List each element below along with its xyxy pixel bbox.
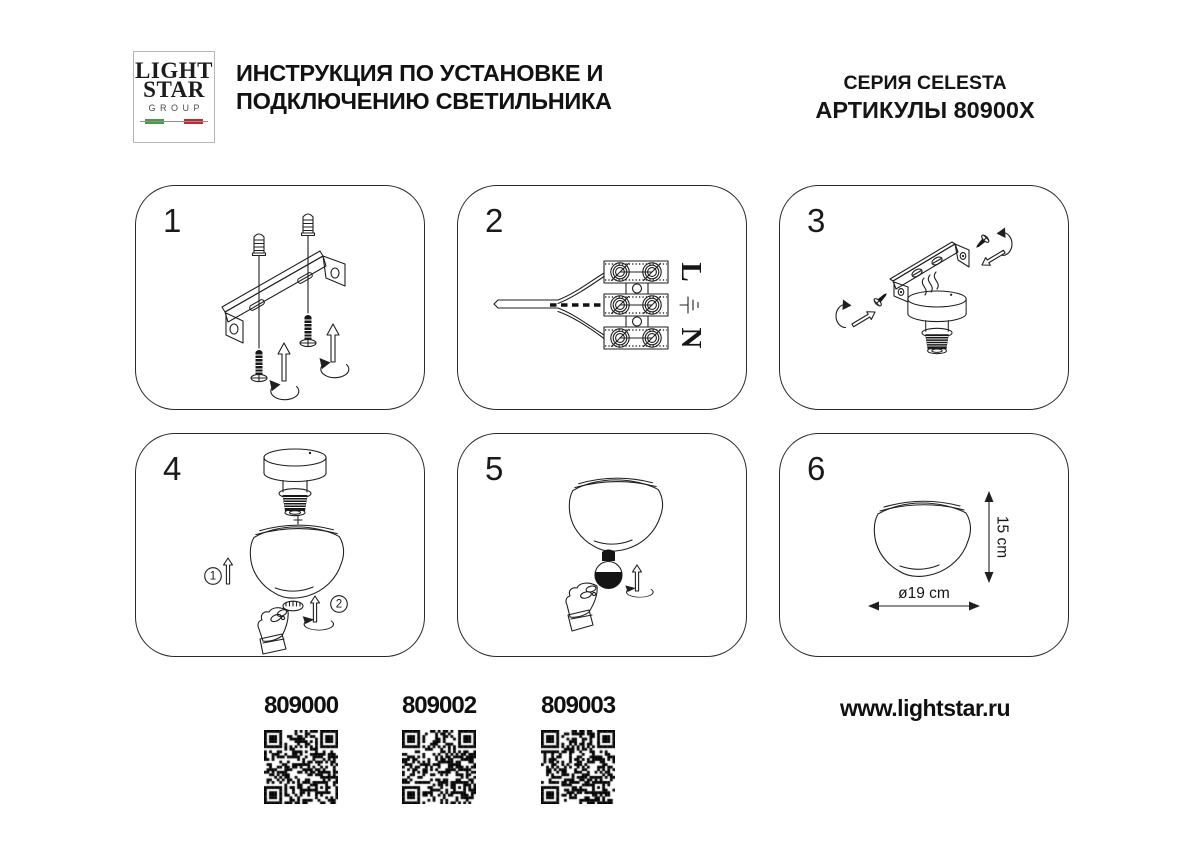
arrow-up-icon <box>327 324 339 362</box>
screw-icon <box>251 350 267 382</box>
logo-word-group: GROUP <box>148 103 204 113</box>
diameter-label: ø19 cm <box>898 585 950 602</box>
step-1-number: 1 <box>209 570 217 583</box>
arrow-up-icon <box>311 596 320 622</box>
terminal-row-neutral <box>604 327 668 349</box>
flag-rule <box>140 121 208 122</box>
product-809000 <box>241 692 361 804</box>
live-label: L <box>675 262 707 282</box>
terminal-block <box>604 261 668 349</box>
arrow-up-icon <box>224 558 233 584</box>
neutral-label: N <box>675 327 707 349</box>
height-dimension <box>985 491 1011 583</box>
panel-number: 4 <box>163 450 182 487</box>
lightstar-logo <box>133 51 215 143</box>
logo-word-light: LIGHT <box>135 58 213 83</box>
wiring-diagram <box>458 186 748 411</box>
height-label: 15 cm <box>993 515 1011 559</box>
hand-with-ring <box>258 601 303 654</box>
website-url: www.lightstar.ru <box>839 695 1011 721</box>
panel-step-5 <box>457 433 747 657</box>
articles-code: АРТИКУЛЫ 80900X <box>815 97 1035 123</box>
wall-plug-icon <box>253 234 266 256</box>
panel-number: 3 <box>807 202 826 239</box>
qr-code <box>402 730 476 804</box>
step-2-number: 2 <box>335 598 343 611</box>
glass-shade <box>250 525 343 598</box>
mounting-bracket <box>222 251 345 343</box>
screw-icon <box>300 315 316 347</box>
dimensions-drawing <box>780 434 1070 658</box>
screw-icon <box>973 234 990 251</box>
title-line-2: ПОДКЛЮЧЕНИЮ СВЕТИЛЬНИКА <box>236 87 612 114</box>
series-name: СЕРИЯ CELESTA <box>843 72 1007 94</box>
light-bulb <box>595 550 622 589</box>
italian-flag-icon <box>145 119 203 124</box>
rotate-arrow-icon <box>270 380 299 400</box>
terminal-row-earth <box>604 294 668 316</box>
panel-step-6 <box>779 433 1069 657</box>
panel-step-4 <box>135 433 425 657</box>
rotate-arrow-icon <box>836 300 852 328</box>
product-809002 <box>379 692 499 804</box>
bulb-installation-drawing <box>458 434 748 658</box>
qr-code <box>541 730 615 804</box>
product-809003 <box>518 692 638 804</box>
panel-number: 5 <box>485 450 504 487</box>
arrow-up-icon <box>633 565 642 591</box>
arrow-icon <box>980 248 1007 269</box>
earth-symbol <box>680 297 698 313</box>
article-number: 809002 <box>401 692 477 719</box>
panel-step-3 <box>779 185 1069 410</box>
page-title <box>236 60 612 115</box>
rotate-arrow-icon <box>625 585 653 597</box>
step-1-marker <box>205 558 233 584</box>
alignment-cross <box>294 516 302 524</box>
panel-number: 6 <box>807 450 826 487</box>
wall-plug-icon <box>302 214 315 236</box>
qr-code <box>264 730 338 804</box>
panel-step-1 <box>135 185 425 410</box>
terminal-row-live <box>604 261 668 283</box>
screw-icon <box>873 290 890 307</box>
rotate-arrow-icon <box>320 358 349 378</box>
shade-mounting-drawing <box>136 434 426 658</box>
fixture-attachment-drawing <box>780 186 1070 411</box>
panel-step-2 <box>457 185 747 410</box>
hand-icon <box>566 583 597 631</box>
panel-number: 1 <box>163 202 182 239</box>
arrow-up-icon <box>278 343 290 381</box>
panel-number: 2 <box>485 202 504 239</box>
title-line-1: ИНСТРУКЦИЯ ПО УСТАНОВКЕ И <box>236 60 604 86</box>
article-number: 809003 <box>540 692 616 719</box>
glass-shade <box>874 501 970 576</box>
article-number: 809000 <box>263 692 339 719</box>
power-cable <box>494 273 604 339</box>
step-2-marker <box>303 596 348 630</box>
canopy-socket <box>908 291 966 354</box>
bracket-mounting-drawing <box>136 186 426 411</box>
rotate-arrow-icon <box>303 616 334 630</box>
canopy-socket <box>264 449 326 516</box>
glass-shade <box>569 478 662 551</box>
logo-word-star: STAR <box>143 77 205 102</box>
arrow-icon <box>850 308 877 329</box>
diameter-dimension <box>868 585 980 611</box>
